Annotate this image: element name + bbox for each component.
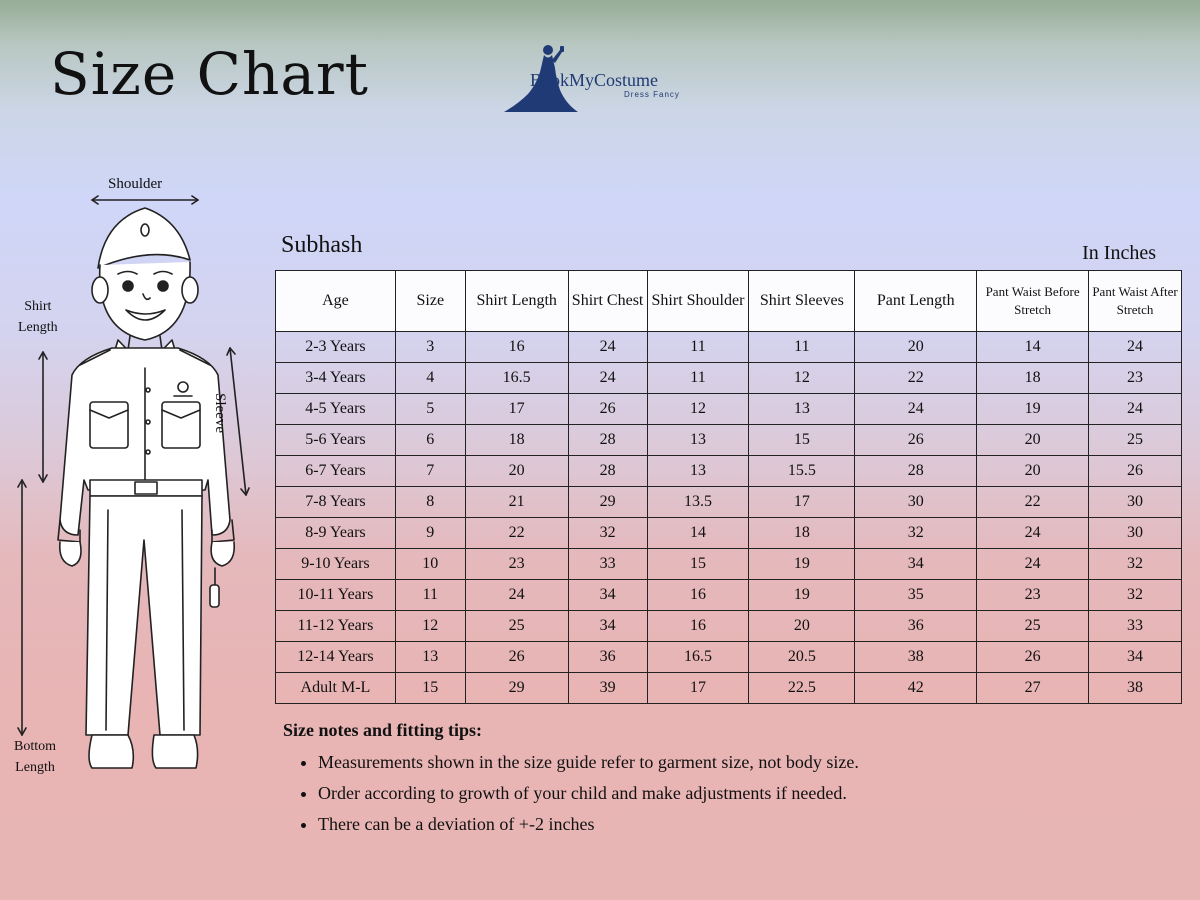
age-cell: 4-5 Years (276, 394, 396, 425)
brand-name: BookMyCostume (530, 70, 659, 90)
value-cell: 20 (855, 332, 977, 363)
value-cell: 32 (855, 518, 977, 549)
value-cell: 30 (1089, 487, 1182, 518)
value-cell: 32 (1089, 580, 1182, 611)
value-cell: 25 (977, 611, 1089, 642)
age-cell: 9-10 Years (276, 549, 396, 580)
value-cell: 23 (977, 580, 1089, 611)
value-cell: 20 (977, 425, 1089, 456)
note-item: • There can be a deviation of +-2 inches (318, 809, 859, 840)
value-cell: 33 (1089, 611, 1182, 642)
value-cell: 29 (465, 673, 568, 704)
age-cell: 10-11 Years (276, 580, 396, 611)
value-cell: 10 (395, 549, 465, 580)
value-cell: 9 (395, 518, 465, 549)
value-cell: 24 (568, 332, 647, 363)
value-cell: 24 (465, 580, 568, 611)
value-cell: 17 (647, 673, 749, 704)
notes-list (283, 747, 859, 840)
size-table (275, 270, 1182, 704)
value-cell: 39 (568, 673, 647, 704)
value-cell: 42 (855, 673, 977, 704)
table-row (276, 456, 1182, 487)
header-shirt-sleeves: Shirt Sleeves (749, 271, 855, 332)
table-row (276, 611, 1182, 642)
value-cell: 13 (647, 456, 749, 487)
age-cell: 7-8 Years (276, 487, 396, 518)
value-cell: 12 (395, 611, 465, 642)
value-cell: 36 (568, 642, 647, 673)
value-cell: 20.5 (749, 642, 855, 673)
value-cell: 17 (749, 487, 855, 518)
value-cell: 14 (647, 518, 749, 549)
value-cell: 34 (1089, 642, 1182, 673)
shoulder-label: Shoulder (108, 176, 163, 192)
value-cell: 20 (465, 456, 568, 487)
boy-uniform-illustration (0, 190, 275, 790)
value-cell: 8 (395, 487, 465, 518)
value-cell: 15 (395, 673, 465, 704)
table-row (276, 549, 1182, 580)
value-cell: 20 (977, 456, 1089, 487)
table-title: Subhash (281, 232, 363, 258)
table-header-row (276, 271, 1182, 332)
value-cell: 18 (465, 425, 568, 456)
value-cell: 22 (977, 487, 1089, 518)
table-row (276, 673, 1182, 704)
header-shirt-shoulder: Shirt Shoulder (647, 271, 749, 332)
age-cell: Adult M-L (276, 673, 396, 704)
shirt-length-label: Shirt Length (18, 299, 58, 335)
value-cell: 16 (647, 611, 749, 642)
age-cell: 8-9 Years (276, 518, 396, 549)
value-cell: 16.5 (647, 642, 749, 673)
value-cell: 28 (855, 456, 977, 487)
value-cell: 5 (395, 394, 465, 425)
value-cell: 24 (1089, 394, 1182, 425)
value-cell: 28 (568, 425, 647, 456)
value-cell: 36 (855, 611, 977, 642)
value-cell: 22 (465, 518, 568, 549)
sleeve-label: Sleeve (212, 393, 228, 433)
value-cell: 7 (395, 456, 465, 487)
value-cell: 13 (395, 642, 465, 673)
value-cell: 11 (647, 363, 749, 394)
header-shirt-length: Shirt Length (465, 271, 568, 332)
table-row (276, 332, 1182, 363)
value-cell: 23 (1089, 363, 1182, 394)
value-cell: 26 (855, 425, 977, 456)
brand-tagline: Dress Fancy (624, 90, 680, 99)
table-row (276, 487, 1182, 518)
value-cell: 20 (749, 611, 855, 642)
table-row (276, 580, 1182, 611)
value-cell: 16 (647, 580, 749, 611)
value-cell: 34 (568, 580, 647, 611)
value-cell: 15 (647, 549, 749, 580)
value-cell: 13 (647, 425, 749, 456)
value-cell: 38 (1089, 673, 1182, 704)
note-item: • Measurements shown in the size guide refer to garment size, not body size. (318, 747, 859, 778)
header-pant-waist-after: Pant Waist After Stretch (1089, 271, 1182, 332)
header-age: Age (276, 271, 396, 332)
note-item: • Order according to growth of your child and make adjustments if needed. (318, 778, 859, 809)
bottom-length-label: Bottom Length (14, 739, 57, 775)
value-cell: 3 (395, 332, 465, 363)
age-cell: 3-4 Years (276, 363, 396, 394)
value-cell: 17 (465, 394, 568, 425)
value-cell: 26 (465, 642, 568, 673)
value-cell: 6 (395, 425, 465, 456)
value-cell: 24 (977, 518, 1089, 549)
value-cell: 16 (465, 332, 568, 363)
value-cell: 26 (977, 642, 1089, 673)
value-cell: 12 (647, 394, 749, 425)
value-cell: 27 (977, 673, 1089, 704)
value-cell: 38 (855, 642, 977, 673)
notes-heading: Size notes and fitting tips: (283, 720, 483, 740)
value-cell: 18 (977, 363, 1089, 394)
header-pant-length: Pant Length (855, 271, 977, 332)
header-shirt-chest: Shirt Chest (568, 271, 647, 332)
value-cell: 30 (855, 487, 977, 518)
table-row (276, 363, 1182, 394)
header-pant-waist-before: Pant Waist Before Stretch (977, 271, 1089, 332)
value-cell: 32 (568, 518, 647, 549)
age-cell: 11-12 Years (276, 611, 396, 642)
value-cell: 35 (855, 580, 977, 611)
value-cell: 13 (749, 394, 855, 425)
value-cell: 15 (749, 425, 855, 456)
value-cell: 25 (465, 611, 568, 642)
table-row (276, 425, 1182, 456)
age-cell: 5-6 Years (276, 425, 396, 456)
table-row (276, 518, 1182, 549)
value-cell: 28 (568, 456, 647, 487)
value-cell: 21 (465, 487, 568, 518)
age-cell: 6-7 Years (276, 456, 396, 487)
value-cell: 12 (749, 363, 855, 394)
value-cell: 24 (855, 394, 977, 425)
value-cell: 34 (855, 549, 977, 580)
age-cell: 2-3 Years (276, 332, 396, 363)
value-cell: 29 (568, 487, 647, 518)
age-cell: 12-14 Years (276, 642, 396, 673)
value-cell: 19 (749, 580, 855, 611)
value-cell: 18 (749, 518, 855, 549)
value-cell: 4 (395, 363, 465, 394)
value-cell: 33 (568, 549, 647, 580)
value-cell: 14 (977, 332, 1089, 363)
value-cell: 16.5 (465, 363, 568, 394)
value-cell: 26 (1089, 456, 1182, 487)
value-cell: 24 (1089, 332, 1182, 363)
value-cell: 26 (568, 394, 647, 425)
value-cell: 19 (749, 549, 855, 580)
value-cell: 32 (1089, 549, 1182, 580)
value-cell: 15.5 (749, 456, 855, 487)
value-cell: 13.5 (647, 487, 749, 518)
value-cell: 11 (647, 332, 749, 363)
value-cell: 23 (465, 549, 568, 580)
value-cell: 22 (855, 363, 977, 394)
value-cell: 30 (1089, 518, 1182, 549)
table-row (276, 394, 1182, 425)
value-cell: 11 (395, 580, 465, 611)
value-cell: 24 (977, 549, 1089, 580)
value-cell: 11 (749, 332, 855, 363)
table-row (276, 642, 1182, 673)
page-title: Size Chart (50, 40, 369, 108)
value-cell: 22.5 (749, 673, 855, 704)
table-body (276, 332, 1182, 704)
value-cell: 25 (1089, 425, 1182, 456)
value-cell: 34 (568, 611, 647, 642)
unit-label: In Inches (1082, 242, 1156, 264)
header-size: Size (395, 271, 465, 332)
value-cell: 24 (568, 363, 647, 394)
value-cell: 19 (977, 394, 1089, 425)
fitting-notes (283, 720, 859, 840)
